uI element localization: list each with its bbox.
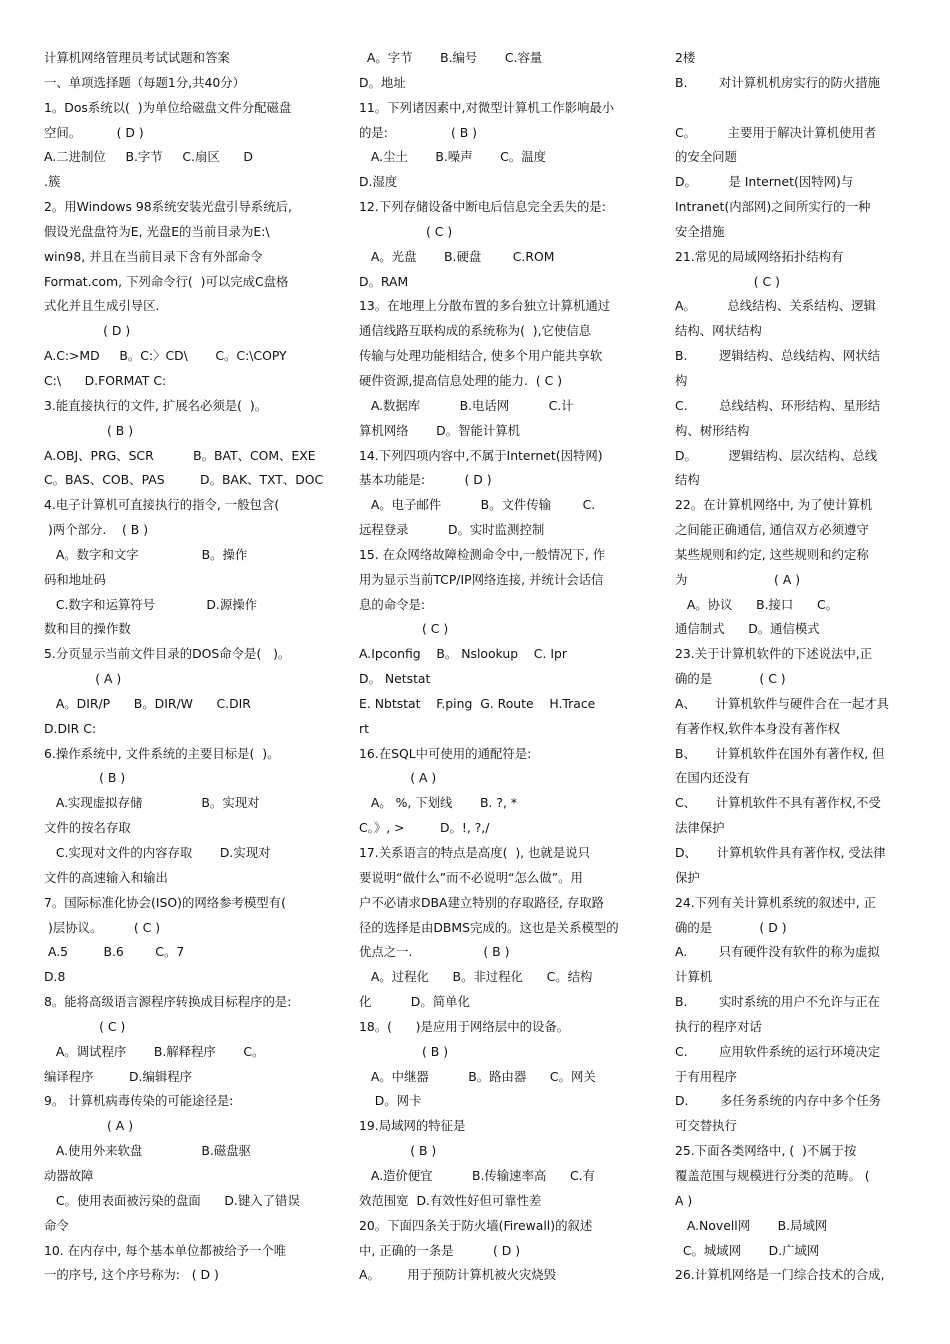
text-line: 22。在计算机网络中, 为了使计算机 <box>675 497 873 513</box>
text-line: A.实现虚拟存储 B。实现对 <box>44 795 260 811</box>
text-line: A.二进制位 B.字节 C.扇区 D <box>44 149 253 165</box>
text-line: 9。 计算机病毒传染的可能途径是: <box>44 1093 234 1109</box>
text-line: 命令 <box>44 1217 69 1233</box>
text-line: B、 计算机软件在国外有著作权, 但 <box>675 745 885 761</box>
text-line: 式化并且生成引导区. <box>44 298 160 314</box>
text-line: 码和地址码 <box>44 571 106 587</box>
text-line: 4.电子计算机可直接执行的指令, 一般包含( <box>44 497 280 513</box>
text-line: 25.下面各类网络中, ( )不属于按 <box>675 1143 857 1159</box>
text-line: 径的选择是由DBMS完成的。这也是关系模型的 <box>359 919 619 935</box>
text-line: 20。下面四条关于防火墙(Firewall)的叙述 <box>359 1217 593 1233</box>
text-line: 17.关系语言的特点是高度( ), 也就是说只 <box>359 845 590 860</box>
text-line: C。BAS、COB、PAS D。BAK、TXT、DOC <box>44 472 324 488</box>
text-line: 21.常见的局域网络拓扑结构有 <box>675 248 844 264</box>
text-line: 结构 <box>675 472 700 488</box>
text-line: 18。( )是应用于网络层中的设备。 <box>359 1018 570 1034</box>
text-line: A。 %, 下划线 B. ?, * <box>359 795 518 811</box>
text-line: A。电子邮件 B。文件传输 C. <box>359 497 596 513</box>
text-line: 5.分页显示当前文件目录的DOS命令是( )。 <box>44 646 291 662</box>
text-line: 执行的程序对话 <box>675 1018 762 1034</box>
text-line: 14.下列四项内容中,不属于Internet(因特网) <box>359 447 603 463</box>
text-line: ( D ) <box>44 323 131 339</box>
text-line: ( B ) <box>44 770 126 786</box>
text-line: A。字节 B.编号 C.容量 <box>359 50 543 65</box>
text-line: 7。国际标准化协会(ISO)的网络参考模型有( <box>44 894 286 910</box>
text-line: 10. 在内存中, 每个基本单位都被给予一个唯 <box>44 1242 287 1258</box>
text-line: A ) <box>675 1192 693 1208</box>
text-line: 假设光盘盘符为E, 光盘E的当前目录为E:\ <box>44 223 270 239</box>
text-line: win98, 并且在当前目录下含有外部命令 <box>44 248 263 264</box>
text-line: ( A ) <box>44 1118 134 1134</box>
text-line: 通信线路互联构成的系统称为( ),它使信息 <box>359 323 592 339</box>
text-line: 法律保护 <box>675 820 725 836</box>
text-line: 安全措施 <box>675 223 725 239</box>
text-line: 硬件资源,提高信息处理的能力. ( C ) <box>359 372 563 388</box>
text-line: 16.在SQL中可使用的通配符是: <box>359 745 532 761</box>
text-line: D。网卡 <box>359 1093 422 1109</box>
text-line: 计算机网络管理员考试试题和答案 <box>44 50 230 65</box>
text-line: D.湿度 <box>359 174 398 190</box>
text-line: 可交替执行 <box>675 1118 737 1134</box>
text-line: ( B ) <box>359 1043 449 1059</box>
text-line: D、 计算机软件具有著作权, 受法律 <box>675 845 886 860</box>
text-line: D。地址 <box>359 74 406 90</box>
text-line: 优点之一. ( B ) <box>359 944 510 960</box>
text-line: 算机网络 D。智能计算机 <box>359 422 521 438</box>
text-line: A。数字和文字 B。操作 <box>44 546 248 562</box>
text-line: A.OBJ、PRG、SCR B。BAT、COM、EXE <box>44 447 316 463</box>
text-line: 动器故障 <box>44 1167 94 1183</box>
text-line: C、 计算机软件不具有著作权,不受 <box>675 795 881 811</box>
text-line: 中, 正确的一条是 ( D ) <box>359 1242 521 1258</box>
text-line: D。 逻辑结构、层次结构、总线 <box>675 447 878 463</box>
text-line: D。 Netstat <box>359 671 431 687</box>
text-line: Intranet(内部网)之间所实行的一种 <box>675 199 871 215</box>
text-line: ( A ) <box>359 770 437 786</box>
text-line: A.数据库 B.电话网 C.计 <box>359 397 574 413</box>
text-line: C。使用表面被污染的盘面 D.键入了错误 <box>44 1192 300 1208</box>
text-line: 2。用Windows 98系统安装光盘引导系统后, <box>44 199 292 215</box>
text-line: 13。在地理上分散布置的多台独立计算机通过 <box>359 298 611 314</box>
text-line: 19.局域网的特征是 <box>359 1118 466 1134</box>
text-line: 于有用程序 <box>675 1068 737 1084</box>
text-line: 构、树形结构 <box>675 422 750 438</box>
text-line: 在国内还没有 <box>675 770 750 786</box>
text-line: A。 用于预防计算机被火灾烧毁 <box>359 1267 557 1283</box>
text-line: A。光盘 B.硬盘 C.ROM <box>359 248 555 264</box>
text-line: 一的序号, 这个序号称为: ( D ) <box>44 1267 219 1283</box>
text-line: 空间。 ( D ) <box>44 124 144 140</box>
text-line: 3.能直接执行的文件, 扩展名必须是( )。 <box>44 397 268 413</box>
column-1 <box>44 46 334 1288</box>
text-line: 要说明“做什么”而不必说明“怎么做”。用 <box>359 869 583 885</box>
text-line: B. 逻辑结构、总线结构、网状结 <box>675 348 881 364</box>
text-line: A。DIR/P B。DIR/W C.DIR <box>44 695 251 711</box>
text-line: B. 对计算机机房实行的防火措施 <box>675 74 881 90</box>
text-line: 通信制式 D。通信模式 <box>675 621 820 637</box>
text-line: D.8 <box>44 969 66 985</box>
text-line: A.造价便宜 B.传输速率高 C.有 <box>359 1167 595 1183</box>
text-line: A.Ipconfig B。 Nslookup C. Ipr <box>359 646 567 662</box>
text-line: 效范围宽 D.有效性好但可靠性差 <box>359 1192 542 1208</box>
column-2 <box>359 46 649 1288</box>
text-line: 的安全问题 <box>675 149 737 165</box>
text-line: )层协议。 ( C ) <box>44 919 161 935</box>
text-line: ( C ) <box>44 1018 126 1034</box>
text-line: A。协议 B.接口 C。 <box>675 596 838 612</box>
text-line: 一、单项选择题（每题1分,共40分） <box>44 74 246 90</box>
text-line: 11。下列诸因素中,对微型计算机工作影响最小 <box>359 99 615 115</box>
text-line: C. 总线结构、环形结构、星形结 <box>675 397 881 413</box>
text-line: C.实现对文件的内容存取 D.实现对 <box>44 845 271 860</box>
text-line: 确的是 ( C ) <box>675 671 786 687</box>
text-line: .簇 <box>44 174 61 190</box>
text-line: A.C:>MD B。C:〉CD\ C。C:\COPY <box>44 348 287 364</box>
text-line: 用为显示当前TCP/IP网络连接, 并统计会话信 <box>359 571 604 587</box>
text-line: 结构、网状结构 <box>675 323 762 339</box>
text-line: D。RAM <box>359 273 409 289</box>
text-line: C。城域网 D.广域网 <box>675 1242 820 1258</box>
text-line: A.使用外来软盘 B.磁盘驱 <box>44 1143 252 1159</box>
text-line: 息的命令是: <box>359 596 426 612</box>
text-line: 8。能将高级语言源程序转换成目标程序的是: <box>44 994 292 1010</box>
text-line: 编译程序 D.编辑程序 <box>44 1068 193 1084</box>
text-line: )两个部分. ( B ) <box>44 522 149 538</box>
text-line: A。中继器 B。路由器 C。网关 <box>359 1068 596 1084</box>
text-line: C.数字和运算符号 D.源操作 <box>44 596 257 612</box>
text-line: D。 是 Internet(因特网)与 <box>675 174 854 190</box>
text-line: ( B ) <box>359 1143 437 1159</box>
text-line: 24.下列有关计算机系统的叙述中, 正 <box>675 894 877 910</box>
text-line: 26.计算机网络是一门综合技术的合成, <box>675 1267 885 1283</box>
text-line: ( B ) <box>44 422 134 438</box>
text-line: ( C ) <box>359 621 449 637</box>
text-line: A。 总线结构、关系结构、逻辑 <box>675 298 877 314</box>
text-line: A.Novell网 B.局域网 <box>675 1217 828 1233</box>
text-line: 确的是 ( D ) <box>675 919 787 935</box>
column-3 <box>675 46 911 1288</box>
text-line: 12.下列存储设备中断电后信息完全丢失的是: <box>359 199 606 215</box>
text-line: 基本功能是: ( D ) <box>359 472 492 488</box>
text-line: ( A ) <box>44 671 122 687</box>
text-line <box>675 96 911 121</box>
text-line: A。过程化 B。非过程化 C。结构 <box>359 969 593 985</box>
text-line: 15. 在众网络故障检测命令中,一般情况下, 作 <box>359 546 606 562</box>
text-line: 远程登录 D。实时监测控制 <box>359 522 545 538</box>
text-line: 传输与处理功能相结合, 使多个用户能共享软 <box>359 348 603 364</box>
text-line: A.尘土 B.噪声 C。温度 <box>359 149 546 165</box>
text-line: 某些规则和约定, 这些规则和约定称 <box>675 546 869 562</box>
text-line: 1。Dos系统以( )为单位给磁盘文件分配磁盘 <box>44 99 292 115</box>
text-line: 6.操作系统中, 文件系统的主要目标是( )。 <box>44 745 280 761</box>
text-line: C。 主要用于解决计算机使用者 <box>675 124 877 140</box>
text-line: 保护 <box>675 869 700 885</box>
text-line: B. 实时系统的用户不允许与正在 <box>675 994 881 1010</box>
text-line: Format.com, 下列命令行( )可以完成C盘格 <box>44 273 289 289</box>
text-line: 户不必请求DBA建立特别的存取路径, 存取路 <box>359 894 605 910</box>
text-line: ( C ) <box>359 223 453 239</box>
text-line: ( C ) <box>675 273 780 289</box>
text-line: D. 多任务系统的内存中多个任务 <box>675 1093 882 1109</box>
text-line: 计算机 <box>675 969 713 985</box>
text-line: rt <box>359 720 369 736</box>
text-line: A。调试程序 B.解释程序 C。 <box>44 1043 265 1059</box>
text-line: 覆盖范围与规模进行分类的范畴。 ( <box>675 1167 870 1183</box>
text-line: A.5 B.6 C。7 <box>44 944 185 960</box>
text-line: C。》, > D。!, ?,/ <box>359 820 490 836</box>
text-line: 有著作权,软件本身没有著作权 <box>675 720 841 736</box>
text-line: A、 计算机软件与硬件合在一起才具 <box>675 695 890 711</box>
text-line: 为 ( A ) <box>675 571 801 587</box>
text-line: 文件的高速输入和输出 <box>44 869 168 885</box>
text-line: E. Nbtstat F.ping G. Route H.Trace <box>359 695 596 711</box>
text-line: 文件的按名存取 <box>44 820 131 836</box>
text-line: 23.关于计算机软件的下述说法中,正 <box>675 646 873 662</box>
text-line: C:\ D.FORMAT C: <box>44 372 167 388</box>
text-line: 化 D。简单化 <box>359 994 470 1010</box>
text-line: 2楼 <box>675 50 696 65</box>
text-line: 数和目的操作数 <box>44 621 131 637</box>
text-line: D.DIR C: <box>44 720 97 736</box>
text-line: 的是: ( B ) <box>359 124 478 140</box>
text-line: 构 <box>675 372 688 388</box>
text-line: C. 应用软件系统的运行环境决定 <box>675 1043 881 1059</box>
text-line: 之间能正确通信, 通信双方必须遵守 <box>675 522 869 538</box>
text-line: A. 只有硬件没有软件的称为虚拟 <box>675 944 880 960</box>
